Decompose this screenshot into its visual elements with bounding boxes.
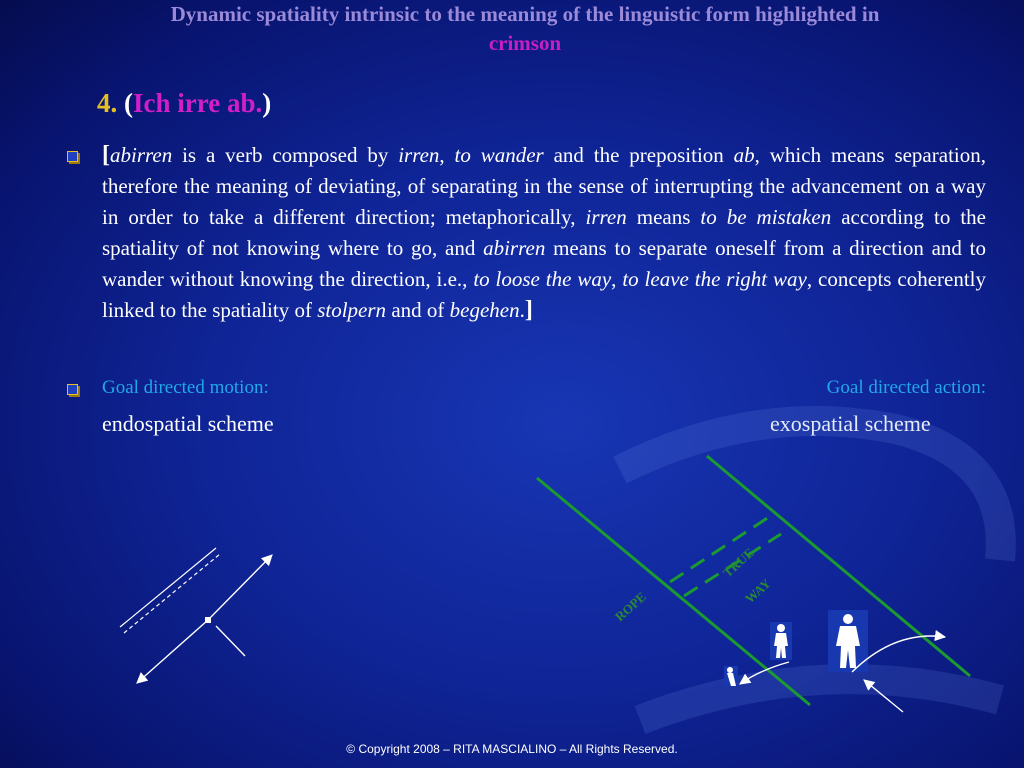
text-segment: and of (386, 298, 450, 322)
term-irren: irren (398, 143, 440, 167)
term-to-be-mistaken: to be mistaken (700, 205, 832, 229)
text-segment: according to the spatiality of not knowing where to go, and (102, 205, 986, 260)
text-segment: means to separate oneself from a direction and to wander without knowing the direction, i.e., (102, 236, 986, 291)
term-abirren: abirren (110, 143, 173, 167)
term-irren: irren (585, 205, 627, 229)
text-segment: and the preposition (543, 143, 734, 167)
way-label: WAY (741, 575, 774, 607)
backward-arrow (137, 620, 208, 683)
person-figure-small (724, 666, 738, 686)
close-paren: ) (262, 88, 272, 118)
term-to-loose-the-way: to loose the way (473, 267, 612, 291)
goal-motion-label: Goal directed motion: (102, 377, 269, 398)
term-begehen: begehen (449, 298, 520, 322)
text-segment: , (611, 267, 623, 291)
text-segment: . (519, 298, 525, 322)
text-segment: , which means separation, therefore the meaning of deviating, of separating in the sense of interrupting the advancement on a way in order to take a different direction; metaphorically, (102, 143, 986, 229)
true-label: TRUE (719, 544, 757, 581)
background-swirl (620, 421, 1001, 720)
open-bracket: [ (102, 142, 110, 168)
example-number: 4. (97, 88, 118, 118)
text-segment: means (626, 205, 701, 229)
goal-action-label: Goal directed action: (826, 377, 986, 398)
origin-point (205, 617, 211, 623)
rope-label: ROPE (611, 588, 649, 625)
exospatial-scheme-label: exospatial scheme (770, 411, 931, 436)
term-to-leave-the-right-way: to leave the right way (622, 267, 807, 291)
rope-line-left (537, 478, 810, 705)
title-line-1: Dynamic spatiality intrinsic to the meaning of the linguistic form highlighted in (170, 2, 880, 26)
term-ab: ab (733, 143, 755, 167)
term-abirren: abirren (483, 236, 546, 260)
text-segment: is a verb composed by (172, 143, 399, 167)
open-paren: ( (124, 88, 133, 118)
text-segment: , (439, 143, 455, 167)
endospatial-scheme-label: endospatial scheme (102, 411, 274, 436)
endospatial-diagram (120, 548, 272, 683)
example-phrase: Ich irre ab. (133, 88, 263, 118)
text-segment: , concepts coherently linked to the spatiality of (102, 267, 986, 322)
person-figure-medium (770, 622, 792, 660)
close-bracket: ] (524, 297, 533, 323)
forward-arrow (208, 555, 272, 620)
pointer-line (216, 626, 245, 656)
term-stolpern: stolpern (317, 298, 387, 322)
reference-line (120, 548, 216, 627)
copyright-footer: © Copyright 2008 – RITA MASCIALINO – All Rights Reserved. (346, 742, 678, 756)
title-line-2: crimson (488, 31, 562, 55)
term-to-wander: to wander (454, 143, 544, 167)
